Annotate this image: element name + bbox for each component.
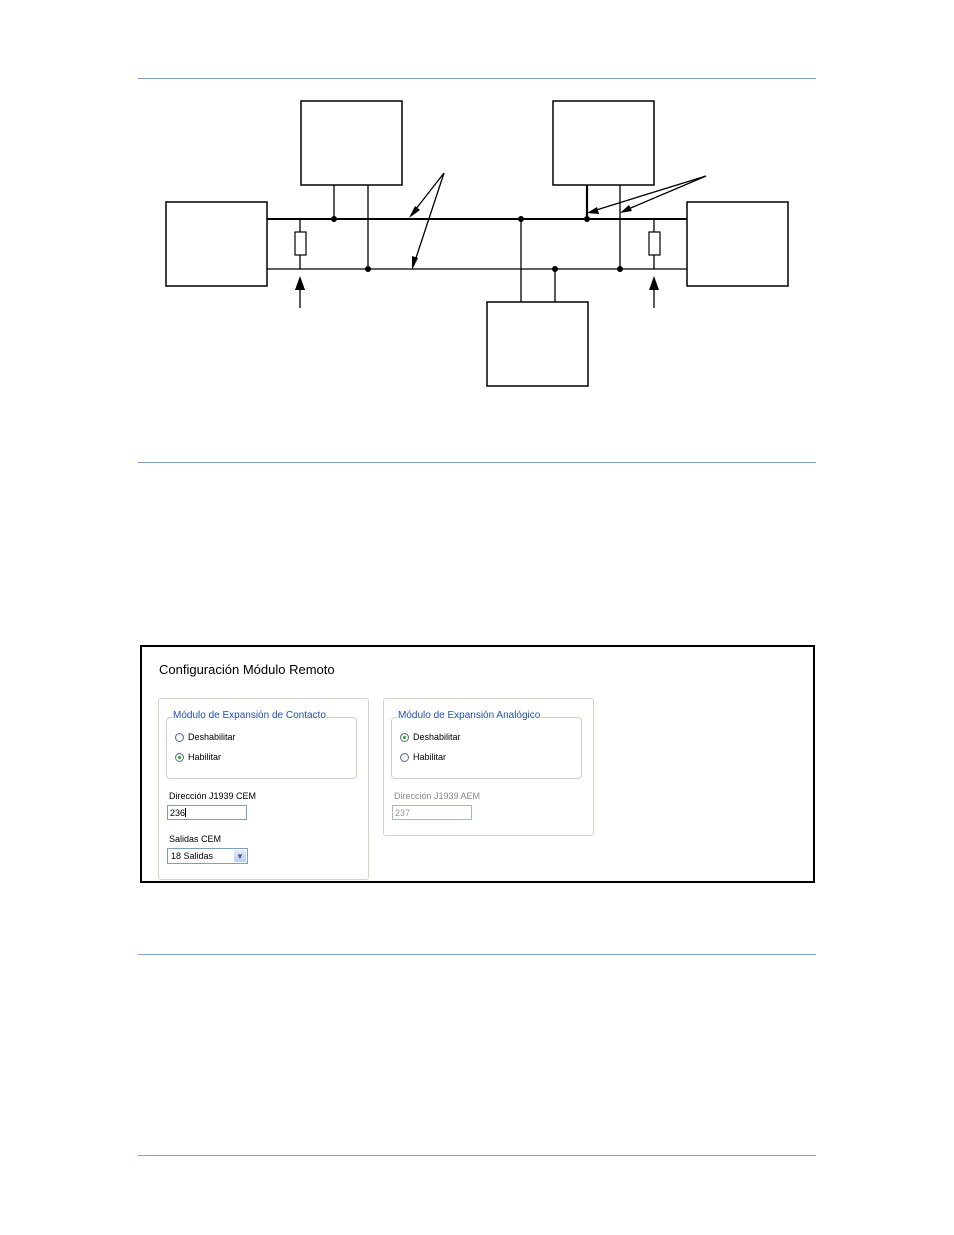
device-box-right	[687, 202, 788, 286]
device-box-bottom	[487, 302, 588, 386]
cem-address-value: 236	[170, 808, 186, 818]
cem-address-label: Dirección J1939 CEM	[169, 791, 257, 801]
device-box-top-right	[553, 101, 654, 185]
device-box-left	[166, 202, 267, 286]
footer-rule	[138, 1155, 816, 1156]
contact-enable-option[interactable]	[175, 750, 221, 764]
can-bus-diagram	[150, 90, 800, 400]
cem-outputs-value: 18 Salidas	[171, 851, 214, 861]
cem-outputs-select[interactable]	[167, 848, 248, 864]
contact-module-card	[158, 698, 369, 880]
panel-title: Configuración Módulo Remoto	[159, 662, 335, 677]
analog-enable-label: Habilitar	[413, 752, 447, 762]
aem-address-label: Dirección J1939 AEM	[394, 791, 481, 801]
arrow-head	[587, 207, 599, 214]
contact-module-legend: Módulo de Expansión de Contacto	[173, 710, 326, 721]
analog-module-legend: Módulo de Expansión Analógico	[398, 710, 541, 721]
arrow-head	[649, 276, 659, 290]
analog-disable-label: Deshabilitar	[413, 732, 461, 742]
contact-disable-option[interactable]	[175, 730, 236, 744]
cem-address-input[interactable]	[167, 805, 247, 820]
terminator-resistor-right	[649, 232, 660, 255]
cem-outputs-label: Salidas CEM	[169, 834, 222, 844]
middle-rule	[138, 462, 816, 463]
aem-address-value: 237	[395, 808, 411, 818]
arrow-head	[412, 256, 418, 270]
analog-enable-option[interactable]	[400, 750, 446, 764]
analog-module-group	[391, 710, 582, 779]
arrow-head	[409, 206, 420, 218]
text-caret	[185, 808, 186, 817]
remote-module-config-panel	[140, 645, 815, 883]
contact-disable-label: Deshabilitar	[188, 732, 236, 742]
contact-enable-label: Habilitar	[188, 752, 222, 762]
analog-enable-radio[interactable]	[400, 753, 409, 762]
aem-address-input[interactable]	[392, 805, 472, 820]
contact-enable-radio[interactable]	[175, 753, 184, 762]
arrow-head	[295, 276, 305, 290]
chevron-down-icon[interactable]: ▼	[234, 850, 246, 862]
analog-disable-option[interactable]	[400, 730, 461, 744]
contact-module-group	[166, 710, 357, 779]
lower-rule	[138, 954, 816, 955]
contact-disable-radio[interactable]	[175, 733, 184, 742]
analog-module-card	[383, 698, 594, 836]
top-rule	[138, 78, 816, 79]
analog-disable-radio[interactable]	[400, 733, 409, 742]
device-box-top-left	[301, 101, 402, 185]
arrow-head	[620, 205, 632, 213]
terminator-resistor-left	[295, 232, 306, 255]
